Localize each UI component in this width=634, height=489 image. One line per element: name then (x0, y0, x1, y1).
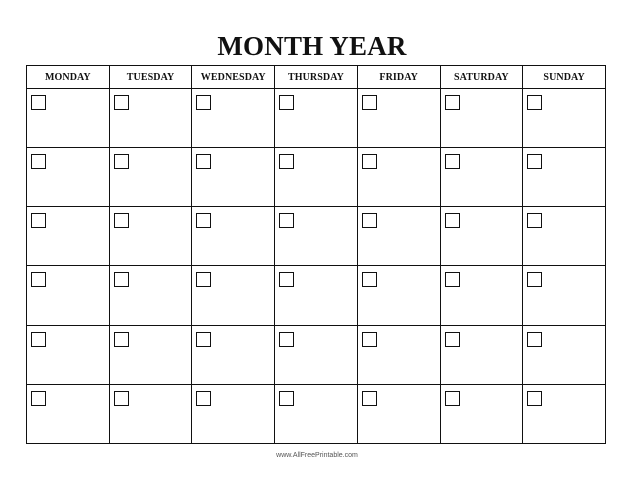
day-cell (192, 148, 275, 207)
week-row (27, 89, 606, 148)
date-number-box (114, 154, 129, 169)
calendar-weeks (27, 89, 606, 444)
day-cell (357, 384, 440, 443)
date-number-box (527, 95, 542, 110)
day-cell (27, 207, 110, 266)
day-cell (523, 266, 606, 325)
date-number-box (445, 391, 460, 406)
calendar-grid (26, 65, 606, 444)
weekday-friday: FRIDAY (357, 66, 440, 89)
date-number-box (362, 154, 377, 169)
date-number-box (445, 213, 460, 228)
day-cell (523, 89, 606, 148)
day-cell (440, 148, 523, 207)
date-number-box (362, 272, 377, 287)
date-number-box (445, 154, 460, 169)
week-row (27, 207, 606, 266)
date-number-box (114, 213, 129, 228)
date-number-box (527, 391, 542, 406)
week-row (27, 266, 606, 325)
day-cell (109, 89, 192, 148)
date-number-box (445, 332, 460, 347)
date-number-box (527, 332, 542, 347)
day-cell (440, 207, 523, 266)
day-cell (440, 89, 523, 148)
date-number-box (31, 95, 46, 110)
day-cell (192, 325, 275, 384)
calendar-title: MONTH YEAR (217, 31, 407, 61)
date-number-box (279, 332, 294, 347)
week-row (27, 325, 606, 384)
date-number-box (31, 332, 46, 347)
day-cell (357, 325, 440, 384)
day-cell (27, 325, 110, 384)
weekday-saturday: SATURDAY (440, 66, 523, 89)
date-number-box (196, 332, 211, 347)
day-cell (192, 89, 275, 148)
date-number-box (114, 332, 129, 347)
day-cell (523, 207, 606, 266)
date-number-box (196, 95, 211, 110)
date-number-box (31, 272, 46, 287)
day-cell (440, 384, 523, 443)
weekday-thursday: THURSDAY (275, 66, 358, 89)
day-cell (192, 207, 275, 266)
weekday-wednesday: WEDNESDAY (192, 66, 275, 89)
date-number-box (196, 272, 211, 287)
day-cell (275, 207, 358, 266)
date-number-box (362, 95, 377, 110)
day-cell (357, 266, 440, 325)
date-number-box (362, 213, 377, 228)
day-cell (192, 266, 275, 325)
day-cell (523, 325, 606, 384)
weekday-header-row (27, 66, 606, 89)
date-number-box (114, 272, 129, 287)
day-cell (523, 384, 606, 443)
day-cell (523, 148, 606, 207)
date-number-box (527, 213, 542, 228)
day-cell (440, 325, 523, 384)
date-number-box (527, 154, 542, 169)
date-number-box (114, 391, 129, 406)
day-cell (357, 89, 440, 148)
day-cell (109, 266, 192, 325)
weekday-monday: MONDAY (27, 66, 110, 89)
day-cell (27, 266, 110, 325)
weekday-sunday: SUNDAY (523, 66, 606, 89)
day-cell (440, 266, 523, 325)
date-number-box (196, 391, 211, 406)
date-number-box (31, 213, 46, 228)
date-number-box (362, 391, 377, 406)
date-number-box (114, 95, 129, 110)
date-number-box (196, 213, 211, 228)
date-number-box (279, 213, 294, 228)
day-cell (27, 384, 110, 443)
day-cell (275, 89, 358, 148)
day-cell (357, 207, 440, 266)
date-number-box (196, 154, 211, 169)
day-cell (357, 148, 440, 207)
date-number-box (31, 154, 46, 169)
footer-website: www.AllFreePrintable.com (276, 452, 358, 459)
day-cell (109, 207, 192, 266)
day-cell (27, 89, 110, 148)
week-row (27, 148, 606, 207)
date-number-box (279, 95, 294, 110)
date-number-box (445, 272, 460, 287)
weekday-header (27, 66, 606, 89)
day-cell (275, 266, 358, 325)
date-number-box (527, 272, 542, 287)
day-cell (109, 325, 192, 384)
date-number-box (362, 332, 377, 347)
weekday-tuesday: TUESDAY (109, 66, 192, 89)
week-row (27, 384, 606, 443)
day-cell (109, 148, 192, 207)
day-cell (275, 148, 358, 207)
day-cell (275, 384, 358, 443)
date-number-box (279, 391, 294, 406)
date-number-box (279, 272, 294, 287)
day-cell (192, 384, 275, 443)
day-cell (27, 148, 110, 207)
day-cell (275, 325, 358, 384)
date-number-box (31, 391, 46, 406)
day-cell (109, 384, 192, 443)
date-number-box (445, 95, 460, 110)
date-number-box (279, 154, 294, 169)
